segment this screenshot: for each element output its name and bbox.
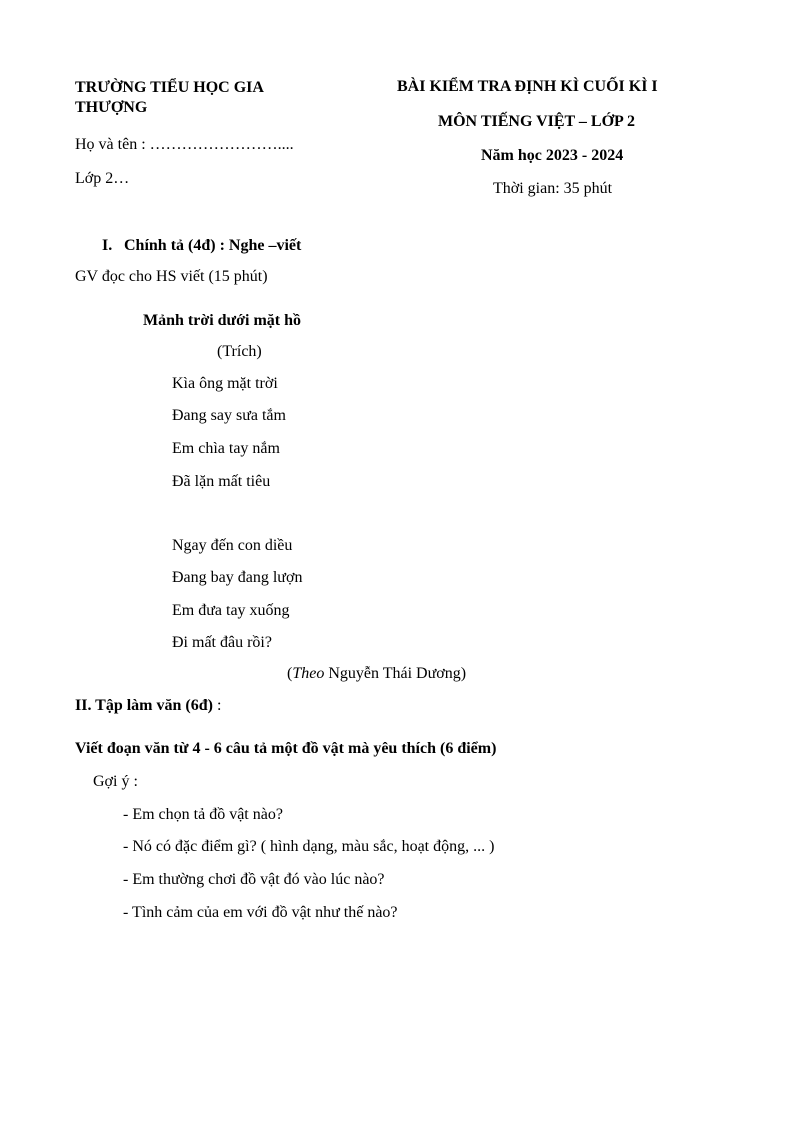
- poem-line: Đang say sưa tắm: [172, 407, 286, 424]
- section-2-heading: [75, 697, 221, 715]
- section-2-title-suffix: :: [212, 697, 222, 714]
- poem-line: Đã lặn mất tiêu: [172, 473, 271, 490]
- poem-note: (Trích): [217, 343, 262, 360]
- credit-theo: Theo: [292, 665, 325, 682]
- section-1-title: Chính tả (4đ) : Nghe –viết: [124, 237, 302, 254]
- writing-task: Viết đoạn văn từ 4 - 6 câu tả một đồ vật mà yêu thích (6 điểm): [75, 740, 497, 757]
- class-field: Lớp 2…: [75, 170, 130, 187]
- section-1-heading: [102, 237, 301, 255]
- poem-line: Đi mất đâu rồi?: [172, 634, 272, 651]
- school-name: TRƯỜNG TIỂU HỌC GIA THƯỢNG: [75, 79, 264, 116]
- hint-item: - Em thường chơi đồ vật đó vào lúc nào?: [123, 871, 385, 888]
- poem-line: Em chìa tay nắm: [172, 440, 280, 457]
- student-name-field: Họ và tên : ……………………....: [75, 136, 294, 153]
- poem-line: Kìa ông mặt trời: [172, 375, 278, 392]
- exam-time: Thời gian: 35 phút: [493, 180, 613, 197]
- hint-item: - Nó có đặc điểm gì? ( hình dạng, màu sắc, hoạt động, ... ): [123, 838, 495, 855]
- poem-line: Ngay đến con diều: [172, 537, 293, 554]
- credit-author: Nguyễn Thái Dương): [324, 665, 467, 682]
- hint-item: - Tình cảm của em với đồ vật như thế nào?: [123, 904, 398, 921]
- credit-open: (: [287, 665, 293, 682]
- exam-title: BÀI KIỂM TRA ĐỊNH KÌ CUỐI KÌ I: [397, 78, 658, 95]
- exam-subject: MÔN TIẾNG VIỆT – LỚP 2: [438, 113, 635, 130]
- section-1-note: GV đọc cho HS viết (15 phút): [75, 268, 268, 285]
- poem-line: Đang bay đang lượn: [172, 569, 303, 586]
- poem-credit: [287, 665, 466, 683]
- section-2-title: II. Tập làm văn (6đ): [75, 697, 213, 714]
- poem-line: Em đưa tay xuống: [172, 602, 290, 619]
- poem-title: Mảnh trời dưới mặt hồ: [143, 312, 301, 329]
- section-1-number: I.: [102, 237, 113, 254]
- school-year: Năm học 2023 - 2024: [481, 147, 624, 164]
- hint-label: Gợi ý :: [93, 773, 138, 790]
- hint-item: - Em chọn tả đồ vật nào?: [123, 806, 283, 823]
